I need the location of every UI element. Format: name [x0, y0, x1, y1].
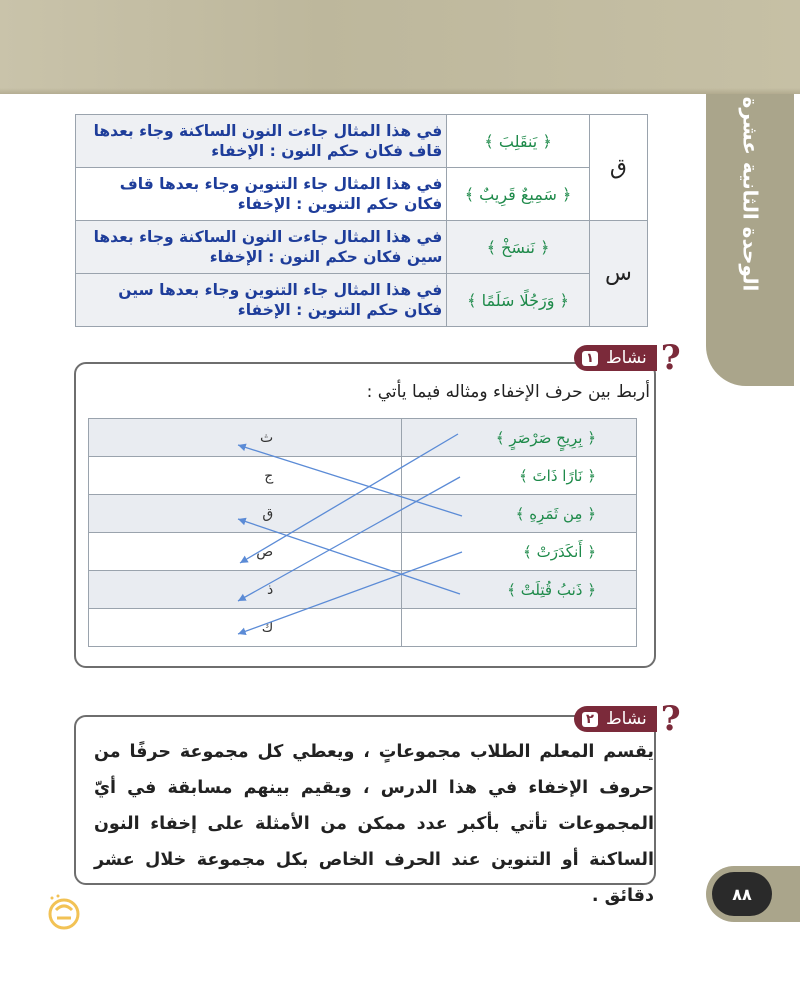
- rule-example: ﴿ نَنسَخْ ﴾: [447, 221, 589, 274]
- rule-letter: س: [589, 221, 647, 327]
- rule-text: في هذا المثال جاء التنوين وجاء بعدها قاف فكان حكم التنوين : الإخفاء: [76, 168, 447, 221]
- letter-cell: ص: [89, 533, 402, 571]
- letter-cell: ج: [89, 457, 402, 495]
- question-mark-icon: ?: [660, 699, 681, 739]
- publisher-logo-icon: [44, 892, 84, 932]
- example-cell: ﴿ ذَنبُ قُتِلَتْ ﴾: [402, 571, 637, 609]
- letter-cell: ك: [89, 609, 402, 647]
- page-number: [712, 872, 772, 916]
- example-cell: ﴿ مِن ثَمَرِهِ ﴾: [402, 495, 637, 533]
- unit-title: الوحدة الثانية عشرة: [738, 96, 762, 292]
- example-cell: ﴿ أَنكَدَرَتْ ﴾: [402, 533, 637, 571]
- example-cell: ﴿ بِرِيحٍ صَرْصَرٍ ﴾: [402, 419, 637, 457]
- letter-cell: ذ: [89, 571, 402, 609]
- match-line: [238, 552, 462, 634]
- page-number-label: ٨٨: [732, 884, 752, 904]
- activity1-instruction: أربط بين حرف الإخفاء ومثاله فيما يأتي :: [366, 382, 650, 402]
- rule-example: ﴿ يَنقَلِبَ ﴾: [447, 115, 589, 168]
- rule-text: في هذا المثال جاء التنوين وجاء بعدها سين فكان حكم التنوين : الإخفاء: [76, 274, 447, 327]
- rule-example: ﴿ وَرَجُلًا سَلَمًا ﴾: [447, 274, 589, 327]
- rule-letter: ق: [589, 115, 647, 221]
- letter-cell: ث: [89, 419, 402, 457]
- match-line: [238, 445, 462, 516]
- example-cell: ﴿ نَارًا ذَاتَ ﴾: [402, 457, 637, 495]
- activity1-number: ١: [582, 351, 598, 366]
- activity2-text: يقسم المعلم الطلاب مجموعاتٍ ، ويعطي كل مجموعة حرفًا من حروف الإخفاء في هذا الدرس ، ويقيم بينهم مسابقة في أيّ المجموعات تأتي بأكبر عدد ممكن من الأمثلة على إخفاء النون الساكنة أو التنوين عند الحرف الخاص بكل مجموعة خلال عشر دقائق .: [94, 742, 654, 906]
- letter-cell: ق: [89, 495, 402, 533]
- match-line: [240, 434, 458, 563]
- rule-text: في هذا المثال جاءت النون الساكنة وجاء بعدها قاف فكان حكم النون : الإخفاء: [76, 115, 447, 168]
- question-mark-icon: ?: [660, 338, 681, 378]
- activity2-label: نشاط: [605, 709, 647, 729]
- activity2-number: ٢: [582, 712, 598, 727]
- activity1-label: نشاط: [605, 348, 647, 368]
- rule-example: ﴿ سَمِيعٌ قَرِيبٌ ﴾: [447, 168, 589, 221]
- activity2-badge: [574, 699, 685, 739]
- rule-text: في هذا المثال جاءت النون الساكنة وجاء بعدها سين فكان حكم النون : الإخفاء: [76, 221, 447, 274]
